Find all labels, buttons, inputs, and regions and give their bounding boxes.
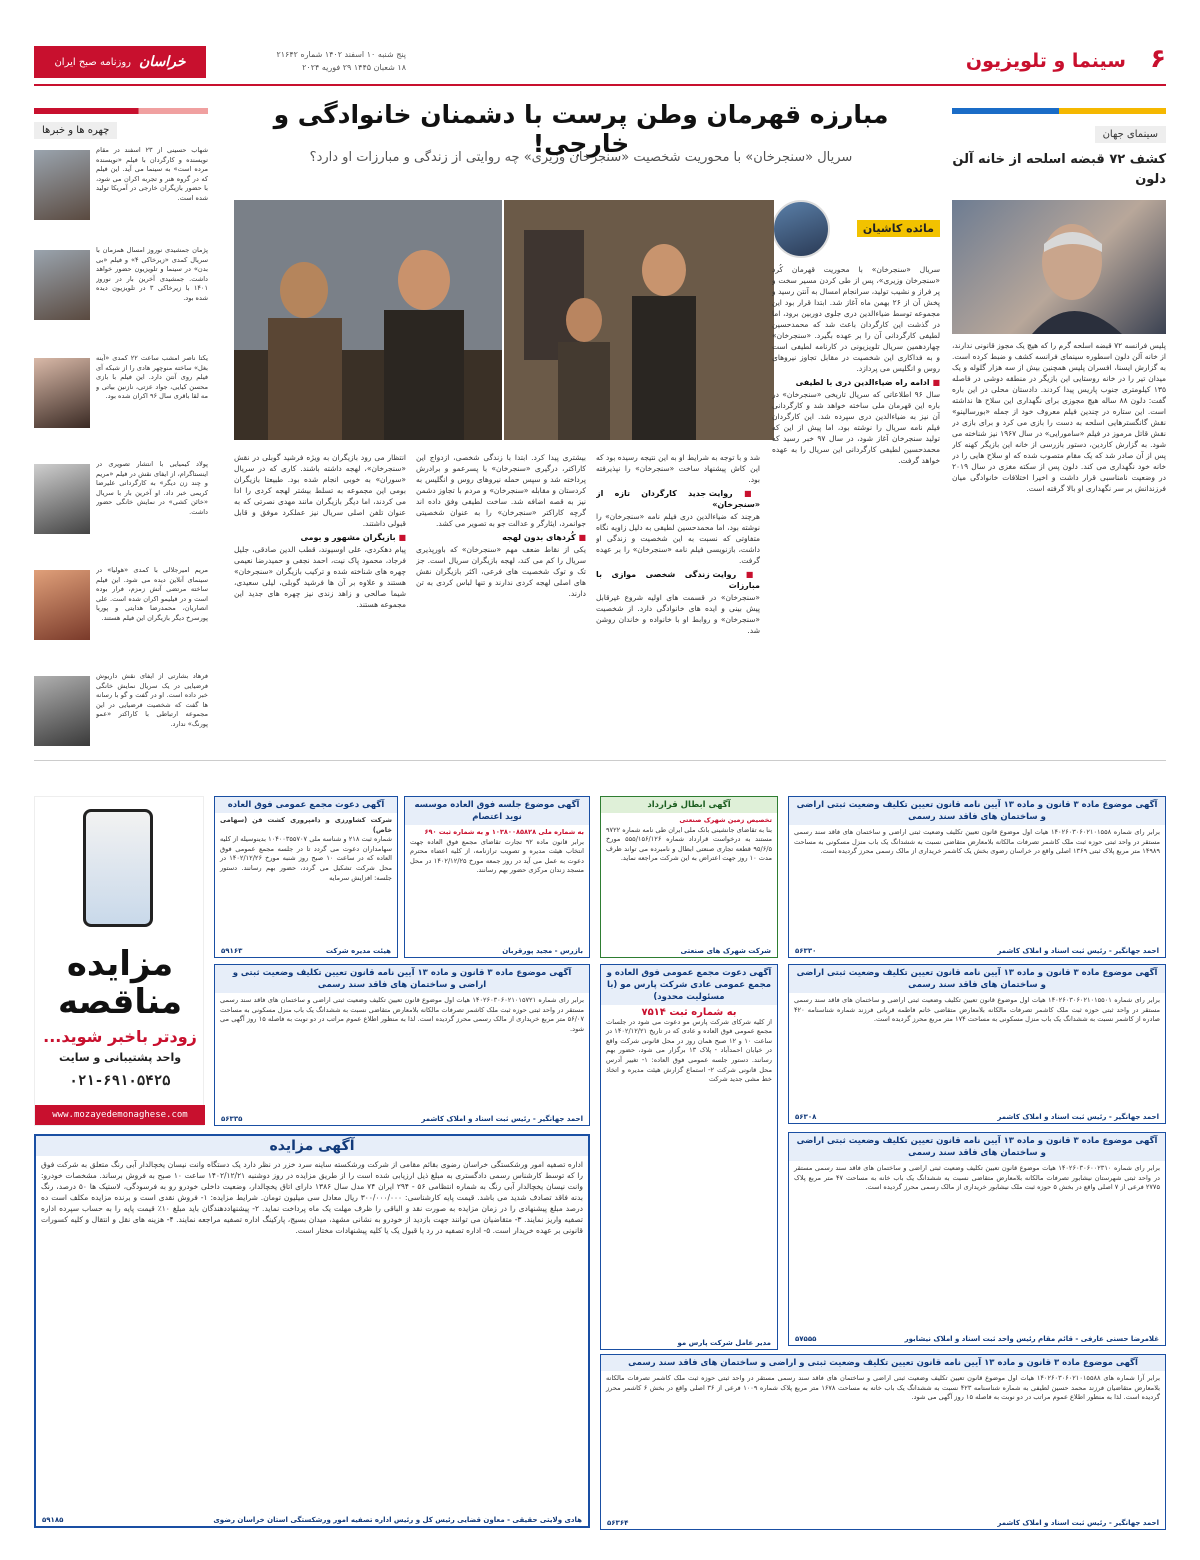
notice-ad[interactable] xyxy=(788,1132,1166,1346)
notice-title: آگهی دعوت مجمع عمومی فوق العاده و مجمع عمومی عادی شرکت پارس مو (با مسئولیت محدود) xyxy=(601,965,777,1005)
promo-cta: زودتر باخبر شوید... xyxy=(43,1027,197,1046)
face-photo xyxy=(34,150,90,220)
face-item[interactable] xyxy=(34,146,208,244)
notice-signature: مدیر عامل شرکت پارس مو xyxy=(677,1339,771,1347)
notice-body: برابر قانون ماده ۹۲ تجارت تقاضای مجمع فوق العاده جهت انتخاب هیئت مدیره و تصویب ترازنامه، از کلیه اعضاء محترم دعوت به عمل می آید در روز جمعه مورخ ۱۴۰۲/۱۲/۲۵ در محل مسجد زندان مرکزی حضور بهم رسانند. xyxy=(410,837,585,875)
notice-body: از کلیه شرکای شرکت پارس مو دعوت می شود در جلسات مجمع عمومی فوق العاده و عادی که در تاریخ ۱۴۰۲/۱۲/۲۱ در ساعت ۱۰ و ۱۲ صبح همان روز در محل قانونی شرکت واقع در خیابان احمدآباد - پلاک ۱۳ برگزار می شود، حضور بهم رسانند. دستور جلسه عمومی فوق العاده: ۱- تغییر آدرس محل قانونی شرکت ۲- استماع گزارش هیئت مدیره و اتخاذ خط مشی جدید شرکت xyxy=(606,1017,773,1084)
notice-code: ۵۹۱۶۳ xyxy=(221,947,243,955)
notice-code: ۵۶۳۶۴ xyxy=(607,1519,629,1527)
auction-title: آگهی مزایده xyxy=(36,1136,588,1156)
notice-ad[interactable] xyxy=(214,964,590,1126)
notice-body: برابر آرا شماره های ۱۴۰۲۶۰۳۰۶۰۲۱۰۱۵۵۸۸ هیات اول موضوع قانون تعیین تکلیف وضعیت ثبتی اراضی و ساختمان های فاقد سند رسمی مستقر در واحد ثبتی حوزه ثبت ملک کاشمر تصرفات مالکانه بلامعارض متقاضیان فرزند محمد حسین لطیفی به شماره شناسنامه ۴۲۳ نسبت به ششدانگ یک باب خانه به مساحت ۱۶۷۸ متر مربع پلاک شماره ۱۰۰۹ فرعی از ۳۶ اصلی واقع در بخش ۶ کاشمر محرز گردیده است. لذا به منظور اطلاع عموم مراتب در دو نوبت به فاصله ۱۵ روز آگهی می شود. xyxy=(606,1374,1160,1402)
face-text: یکتا ناصر امشب ساعت ۲۲ کمدی «آینه بغل» ساخته منوچهر هادی را از شبکه آی فیلم روی آنتن دارد. این فیلم با بازی محسن کیایی، جواد عزتی، نازنین بیاتی و مه لقا باقری سال ۹۶ اکران شده بود. xyxy=(96,354,208,401)
article-subheading: ■ روایت جدید کارگردان تازه از «سنجرخان» xyxy=(596,488,760,510)
article-column xyxy=(416,452,586,762)
face-photo xyxy=(34,570,90,640)
world-cinema-body: پلیس فرانسه ۷۲ قبضه اسلحه گرم را که هیچ یک مجوز قانونی ندارند، از خانه آلن دلون اسطوره سینمای فرانسه کشف و ضبط کرده است. به گزارش ایسنا، افسران پلیس همچنین بیش از سه هزار گلوله و یک میدان تیر را در خانه روستایی این بازیگر در منطقه دوشی در فاصله ۱۳۵ کیلومتری جنوب پاریس پیدا کردند. دادستان محلی در این باره گفت: دلون ۸۸ ساله هیچ مجوزی برای نگهداری این سلاح ها نداشته است. این ستاره در چندین فیلم معروف خود از جمله «بورسالینو» نقش گانگسترهایی اسلحه به دست را بازی می کرد و برای بازی در نقش قاتل مرموز در فیلم «سامورایی» در سال ۱۹۶۷ نیز شناخته می شود. به گزارش کاردین، دستور بازرسی از خانه این بازیگر کهنه کار پس از آن صادر شد که یک مقام متصوب شده که او سلاح هایی را در خانه خود نگهداری می کند. دلون پس از سکته مغزی در سال ۲۰۱۹ در وضعیت نامناسبی قرار داشت و اخیرا اختلافات خانوادگی میان فرزندانش بر سر نگهداری او بالا گرفته است. xyxy=(952,341,1166,493)
portrait-illustration xyxy=(952,200,1166,334)
notice-title: آگهی دعوت مجمع عمومی فوق العاده xyxy=(215,797,397,813)
newspaper-logo[interactable] xyxy=(34,46,206,78)
article-subheading: ■ کُردهای بدون لهجه xyxy=(416,532,586,543)
page-header xyxy=(34,42,1166,84)
notice-signature: هیئت مدیره شرکت xyxy=(325,947,391,955)
article-subtitle: سریال «سنجرخان» با محوریت شخصیت «سنجرخان وزیری» چه روایتی از زندگی و مبارزات او دارد؟ xyxy=(309,150,853,165)
notice-code: ۵۷۵۵۵ xyxy=(795,1335,817,1343)
notice-signature: احمد جهانگیر - رئیس ثبت اسناد و املاک کاشمر xyxy=(997,1519,1159,1527)
auction-notice[interactable] xyxy=(34,1134,590,1528)
face-photo xyxy=(34,676,90,746)
notice-signature: احمد جهانگیر - رئیس ثبت اسناد و املاک کاشمر xyxy=(421,1115,583,1123)
notice-signature: غلامرضا حسنی عارفی - قائم مقام رئیس واحد ثبت اسناد و املاک نیشابور xyxy=(904,1335,1159,1343)
promo-unit: واحد پشتیبانی و سایت xyxy=(58,1051,182,1064)
world-cinema-bar xyxy=(952,108,1166,114)
notice-signature: احمد جهانگیر - رئیس ثبت اسناد و املاک کاشمر xyxy=(997,947,1159,955)
face-photo xyxy=(34,250,90,320)
article-paragraph: شد و با توجه به شرایط او به این نتیجه رسیده بود که این کاش پیشنهاد ساخت «سنجرخان» را نپذیرفته بود. xyxy=(596,453,760,484)
notice-signature: احمد جهانگیر - رئیس ثبت اسناد و املاک کاشمر xyxy=(997,1113,1159,1121)
notice-body: برابر رای شماره ۱۴۰۲۶۰۳۰۶۰۰۲۳۱۰ هیات موضوع قانون تعیین تکلیف وضعیت ثبتی اراضی و ساختمان های فاقد سند رسمی مستقر در واحد ثبتی شهرستان نیشابور تصرفات مالکانه بلامعارض متقاضی نسبت به ششدانگ یک باب خانه به مساحت ۴۷ متر مربع پلاک ۲۷۷۵ فرعی از ۷ اصلی واقع در بخش ۵ حوزه ثبت ملک نیشابور خریداری از مالک رسمی محرز گردیده است. xyxy=(794,1164,1160,1192)
notice-signature: بازرس - مجید پورقربان xyxy=(502,947,583,955)
article-subheading: ■ ادامه راه ضیاءالدین دری با لطیفی xyxy=(772,377,940,388)
notice-ad[interactable] xyxy=(788,964,1166,1124)
article-paragraph: پیام دهکردی، علی اوسیوند، قطب الدین صادقی، جلیل فرجاد، محمود پاک نیت، احمد نجفی و حمیدرضا نعیمی چهره های شناخته شده و ترکیب بازیگران «سنجرخان» هستند و علاوه بر آن ها فرشید گوبلی، لیلی سعیدی، شیما صالحی و زاهد زندی نیز چهره های جدید این مجموعه هستند. xyxy=(234,545,406,609)
notice-body: شماره ثبت ۲۱۸ و شناسه ملی ۱۰۴۰۰۳۵۵۷۰۷ بدینوسیله از کلیه سهامداران دعوت می گردد تا در جلسه مجمع عمومی فوق العاده که در ساعت ۱۰ صبح روز شنبه مورخ ۱۴۰۲/۱۲/۲۶ در محل شرکت تشکیل می گردد، حضور بهم رسانند. دستور جلسه: افزایش سرمایه xyxy=(220,835,393,882)
notice-subtitle: شرکت کشاورزی و دامپروری کشت فن (سهامی خاص) xyxy=(220,816,392,834)
brand-name: خراسان xyxy=(139,54,186,70)
notice-body: برابر رای شماره ۱۴۰۲۶۰۳۰۶۰۲۱۰۱۵۷۲۱ هیات اول موضوع قانون تعیین تکلیف وضعیت ثبتی اراضی و ساختمان های فاقد سند رسمی مستقر در واحد ثبتی حوزه ثبت ملک کاشمر تصرفات مالکانه بلامعارض متقاضی نسبت به ششدانگ یک باب منزل مسکونی به مساحت ۵۶/۰۷ متر مربع خریداری از مالک رسمی محرز گردیده است. لذا به منظور اطلاع عموم مراتب در دو نوبت به فاصله ۱۵ روز آگهی می شود. xyxy=(220,996,584,1033)
notice-title: آگهی موضوع جلسه فوق العاده موسسه نوید اعتصام xyxy=(405,797,589,825)
notice-title: آگهی موضوع ماده ۳ قانون و ماده ۱۳ آیین نامه قانون تعیین تکلیف وضعیت ثبتی و اراضی و ساختمان های فاقد سند رسمی xyxy=(215,965,589,993)
world-cinema-column xyxy=(952,108,1166,748)
promo-brand-word: مزایده مناقصه xyxy=(57,944,183,1022)
face-item[interactable] xyxy=(34,566,208,664)
auction-signature: هادی ولایتی حقیقی - معاون قضایی رئیس کل و رئیس اداره تصفیه امور ورشکستگی استان خراسان رضوی xyxy=(213,1516,582,1524)
notice-title: آگهی ابطال قرارداد xyxy=(601,797,777,813)
article-paragraph: انتظار می رود بازیگران به ویژه فرشید گوبلی در نقش «سنجرخان»، لهجه داشته باشند. کاری که در سریال «سوران» به خوبی انجام شده بود. طبیعتا بازیگران بومی این مجموعه به تسلط بیشتر لهجه کردی را ادا می کردند، اما دیگر بازیگران مانند مهدی نصرتی که به عنوان تلفن اصلی سریال نیز عملکرد موفق و قابل قبولی داشتند. xyxy=(234,453,406,528)
auction-code: ۵۹۱۸۵ xyxy=(42,1516,64,1524)
faces-news-bar xyxy=(34,108,208,114)
notice-signature: شرکت شهرک های صنعتی xyxy=(680,947,771,955)
article-subheading: ■ روایت زندگی شخصی موازی با مبارزات xyxy=(596,569,760,591)
notice-body: برابر رای شماره ۱۴۰۲۶۰۳۰۶۰۲۱۰۱۵۵۰۱ هیات اول موضوع قانون تعیین تکلیف وضعیت ثبتی اراضی و ساختمان های فاقد سند رسمی مستقر در واحد ثبتی حوزه ثبت ملک کاشمر تصرفات مالکانه بلامعارض متقاضی خانم فاطمه قربانی فرزند شماره شناسنامه ۴۲۰ صادره از کاشمر نسبت به ششدانگ یک باب منزل مسکونی به مساحت ۱۷۴ متر مربع محرز گردیده است. xyxy=(794,996,1160,1024)
face-item[interactable] xyxy=(34,460,208,558)
article-column xyxy=(772,264,940,744)
main-article xyxy=(222,92,940,752)
section-title: سینما و تلویزیون xyxy=(965,50,1126,72)
article-paragraph: «سنجرخان» در قسمت های اولیه شروع غیرقابل پیش بینی و ایده های خانوادگی دارد. از شخصیت «سنجرخان» و روابط او با خانواده و خاندان روشن شد. xyxy=(596,593,760,635)
face-text: پولاد کیمیایی با انتشار تصویری در اینستاگرام، از ایفای نقش در فیلم «مریم و چند زن دیگر» به کارگردانی علیرضا کریمی خبر داد. او آخرین بار با سریال «خائن کشی» در نمایش خانگی حضور داشت. xyxy=(96,460,208,516)
article-column xyxy=(596,452,760,762)
article-column xyxy=(234,452,406,762)
scene-illustration xyxy=(234,200,502,440)
face-item[interactable] xyxy=(34,672,208,770)
face-item[interactable] xyxy=(34,246,208,344)
article-paragraph: یکی از نقاط ضعف مهم «سنجرخان» که باورپذیری سریال را کم می کند، لهجه بازیگران سریال است. جز تک و توک شخصیت های فرعی، اکثر بازیگران نقش های اصلی لهجه کردی ندارند و تنها لباس کردی به تن دارند. xyxy=(416,545,586,598)
notice-code: ۵۶۳۳۰ xyxy=(795,947,817,955)
article-subheading: ■ بازیگران مشهور و بومی xyxy=(234,532,406,543)
promo-phone: ۰۲۱-۶۹۱۰۵۴۲۵ xyxy=(69,1073,171,1089)
promo-url-link[interactable]: www.mozayedemonaghese.com xyxy=(35,1105,205,1125)
face-text: شهاب حسینی از ۲۳ اسفند در مقام نویسنده و کارگردان با فیلم «نویسنده مرده است» به سینما می آید. این فیلم که در گروه هنر و تجربه اکران می شود، با حضور بازیگران خارجی در آمریکا تولید شده است. xyxy=(96,146,208,202)
article-headline[interactable]: مبارزه قهرمان وطن پرست با دشمنان خانوادگی و خارجی! xyxy=(273,100,889,158)
notice-ad[interactable] xyxy=(600,964,778,1350)
series-still-photo xyxy=(234,200,502,440)
issue-date-line: ۱۸ شعبان ۱۴۴۵ ۲۹ فوریه ۲۰۲۴ xyxy=(302,63,406,72)
face-text: فرهاد بشارتی از ایفای نقش داریوش فرضیایی در یک سریال نمایش خانگی خبر داده است. او در گفت و گو با رسانه ها گفت که شخصیت فرضیایی در این مجموعه ارتباطی با کاراکتر «عمو پورنگ» ندارد. xyxy=(96,672,208,728)
section-divider xyxy=(34,760,1166,761)
issue-date-line: پنج شنبه ۱۰ اسفند ۱۴۰۲ شماره ۲۱۶۴۲ xyxy=(276,50,406,59)
scene-illustration xyxy=(504,200,774,440)
auction-body: اداره تصفیه امور ورشکستگی خراسان رضوی بقائم مقامی از شرکت ورشکسته ساینه سرد خزر در نظر دارد یک دستگاه وانت نیسان یخچالدار آبی رنگ متعلق به شرکت فوق را که توسط کارشناس رسمی دادگستری به مبلغ ذیل ارزیابی شده است را از طریق مزایده در روز دوشنبه ۱۴۰۲/۱۲/۲۱ ساعت ۱۰ صبح به فروش برساند. مشخصات خودرو: وانت نیسان یخچالدار آبی رنگ به شماره انتظامی ۵۶ - ۲۹۴ ایران ۷۴ مدل سال ۱۳۸۶ دارای اتاق یخچالدار، وضعیت داخلی خودرو رو به فرسودگی، لاستیک ها ۵۰ درصد، رنگ بدنه فاقد تصادف شدید می باشد. قیمت پایه کارشناسی: ۳۰۰/۰۰۰/۰۰۰ ریال معادل سی میلیون تومان. شرایط مزایده: ۱- فروش نقدی است و برنده مزایده مکلف است ده درصد مبلغ پیشنهادی را در زمان مزایده به صورت نقد و الباقی را ظرف مهلت یک ماه پرداخت نماید. ۲- پیشنهاددهندگان باید مبلغ ۱۰٪ قیمت پایه را به حساب سپرده اداره تصفیه واریز نمایند. ۳- متقاضیان می توانند جهت بازدید از خودرو به نشانی مشهد، میدان بسیج، پارکینگ اداره تصفیه مراجعه نمایند. ۴- هزینه های نقل و انتقال و کلیه کسورات قانونی بر عهده خریدار است. ۵- اداره تصفیه در رد یا قبول یک یا کلیه پیشنهادات مختار است. xyxy=(41,1160,584,1235)
faces-news-tag: چهره ها و خبرها xyxy=(34,122,117,139)
author-avatar xyxy=(772,200,830,258)
mozayede-promo-ad[interactable] xyxy=(34,796,204,1126)
issue-date xyxy=(206,48,406,74)
world-cinema-headline[interactable]: کشف ۷۲ قبضه اسلحه از خانه آلن دلون xyxy=(952,152,1166,187)
article-paragraph: بیشتری پیدا کرد. ابتدا با زندگی شخصی، ازدواج این کاراکتر، درگیری «سنجرخان» با پسرعمو و برادرش پرداخته شد و سپس حمله نیروهای روس و انگلیس به کردستان و مقابله «سنجرخان» و مردم با تجاوز دشمن نیز به قصه اضافه شد. ساخت لطیفی وفق داده اند گرچه کاراکتر «سنجرخان» را به عنوان شخصیتی جوانمرد، ایثارگر و عدالت جو به تصویر می کشد. xyxy=(416,453,586,528)
notice-title: آگهی موضوع ماده ۳ قانون و ماده ۱۳ آیین نامه قانون تعیین تکلیف وضعیت ثبتی اراضی و ساختمان های فاقد سند رسمی xyxy=(789,965,1165,993)
alain-delon-photo xyxy=(952,200,1166,334)
notice-body: بنا به تقاضای جانشینی بانک ملی ایران طی نامه شماره ۹۷۲۲ مستند به درخواست قرارداد شماره ۵۵۵/۱۵۶/۱۲۶ مورخ ۹۵/۶/۵ قطعه تجاری صنعتی ابطال و نامبرده می تواند ظرف مدت ۱۰ روز جهت اعتراض به این شرکت مراجعه نماید. xyxy=(606,825,772,863)
notice-code: ۵۶۳۳۵ xyxy=(221,1115,243,1123)
face-item[interactable] xyxy=(34,354,208,452)
article-paragraph: سال ۹۶ اطلاعاتی که سریال تاریخی «سنجرخان» در باره این قهرمان ملی ساخته خواهد شد و کارگردانی آن نیز به ضیاءالدین دری سپرده شد. این کارگردان فیلم نامه سریال را نوشته بود، اما پیش از این که تولید سنجرخان آغاز شود، در سال ۹۷ خبر رسید که محمدحسین لطیفی کارگردانی این سریال را به عهده خواهد گرفت. xyxy=(772,390,940,465)
notice-body: برابر رای شماره ۱۴۰۲۶۰۳۰۶۰۲۱۰۱۵۵۸ هیات اول موضوع قانون تعیین تکلیف وضعیت ثبتی اراضی و ساختمان های فاقد سند رسمی مستقر در واحد ثبتی حوزه ثبت ملک کاشمر تصرفات مالکانه بلامعارض متقاضی نسبت به ششدانگ یک باب منزل مسکونی به مساحت ۱۴۹۸۹ متر مربع پلاک ثبتی ۱۳۶۹ اصلی واقع در خراسان رضوی بخش یک کاشمر خریداری از مالک رسمی محرز گردیده است. xyxy=(794,828,1160,856)
notice-ad[interactable] xyxy=(404,796,590,958)
notice-ad[interactable] xyxy=(214,796,398,958)
face-text: پژمان جمشیدی نوروز امسال همزمان با سریال کمدی «زیرخاکی ۴» و فیلم «بی بدن» در سینما و تلویزیون حضور خواهد داشت. جمشیدی آخرین بار در نوروز ۱۴۰۱ با زیرخاکی ۳ در تلویزیون دیده شده بود. xyxy=(96,246,208,302)
notice-subtitle: تخصیص زمین شهرک صنعتی xyxy=(679,816,772,824)
face-text: مریم امیرجلالی با کمدی «هولیا» در سینمای آنلاین دیده می شود. این فیلم ساخته مرتضی آتش زمزم، فرار بوده است و در فیلیمو اکران شده است. علی انصاریان، محمدرضا هدایتی و پوریا پورسرخ دیگر بازیگران این فیلم هستند. xyxy=(96,566,208,622)
notice-ad[interactable] xyxy=(788,796,1166,958)
notice-subtitle: به شماره ملی ۱۰۳۸۰۰۸۵۸۲۸ و به شماره ثبت ۶۹۰ xyxy=(424,828,584,836)
notice-ad[interactable] xyxy=(600,796,778,958)
page-number: ۶ xyxy=(1150,44,1166,74)
header-divider xyxy=(34,84,1166,86)
article-paragraph: سریال «سنجرخان» با محوریت قهرمان کُرد «سنجرخان وزیری»، پس از طی کردن مسیر سخت و پر فراز و نشیب تولید، سرانجام امسال به آنتن رسید و پخش آن از ۲۶ بهمن ماه آغاز شد. ابتدا قرار بود این مجموعه توسط ضیاءالدین دری جلوی دوربین برود، اما در گذشت این کارگردان باعث شد که محمدحسین لطیفی کارگردانی آن را بر عهده بگیرد. «سنجرخان» چهاردهمین سریال تلویزیونی در کارنامه لطیفی است و به فداکاری این شخصیت در مقابل تجاوز نیروهای روس و انگلیس می پردازد. xyxy=(772,265,940,373)
notice-ad[interactable] xyxy=(600,1354,1166,1530)
brand-tagline: روزنامه صبح ایران xyxy=(54,56,132,68)
series-still-photo xyxy=(504,200,774,440)
face-photo xyxy=(34,358,90,428)
article-paragraph: هرچند که ضیاءالدین دری فیلم نامه «سنجرخان» را نوشته بود، اما محمدحسین لطیفی به دلیل زاویه نگاه متفاوتی که نسبت به این شخصیت و زندگی او داشت، بازنویسی فیلم نامه «سنجرخان» را بر عهده گرفت. xyxy=(596,512,760,565)
author-name: مائده کاشیان xyxy=(857,220,940,237)
faces-news-column xyxy=(34,108,208,748)
notice-subtitle: به شماره ثبت ۷۵۱۴ xyxy=(641,1007,737,1018)
face-photo xyxy=(34,464,90,534)
notice-title: آگهی موضوع ماده ۳ قانون و ماده ۱۳ آیین نامه قانون تعیین تکلیف وضعیت ثبتی و اراضی و ساختمان های فاقد سند رسمی xyxy=(601,1355,1165,1371)
world-cinema-tag: سینمای جهان xyxy=(1095,126,1166,143)
notice-title: آگهی موضوع ماده ۳ قانون و ماده ۱۳ آیین نامه قانون تعیین تکلیف وضعیت ثبتی اراضی و ساختمان های فاقد سند رسمی xyxy=(789,1133,1165,1161)
notice-code: ۵۶۳۰۸ xyxy=(795,1113,817,1121)
notice-title: آگهی موضوع ماده ۳ قانون و ماده ۱۳ آیین نامه قانون تعیین تکلیف وضعیت ثبتی اراضی و ساختمان های فاقد سند رسمی xyxy=(789,797,1165,825)
phone-icon xyxy=(83,809,153,927)
